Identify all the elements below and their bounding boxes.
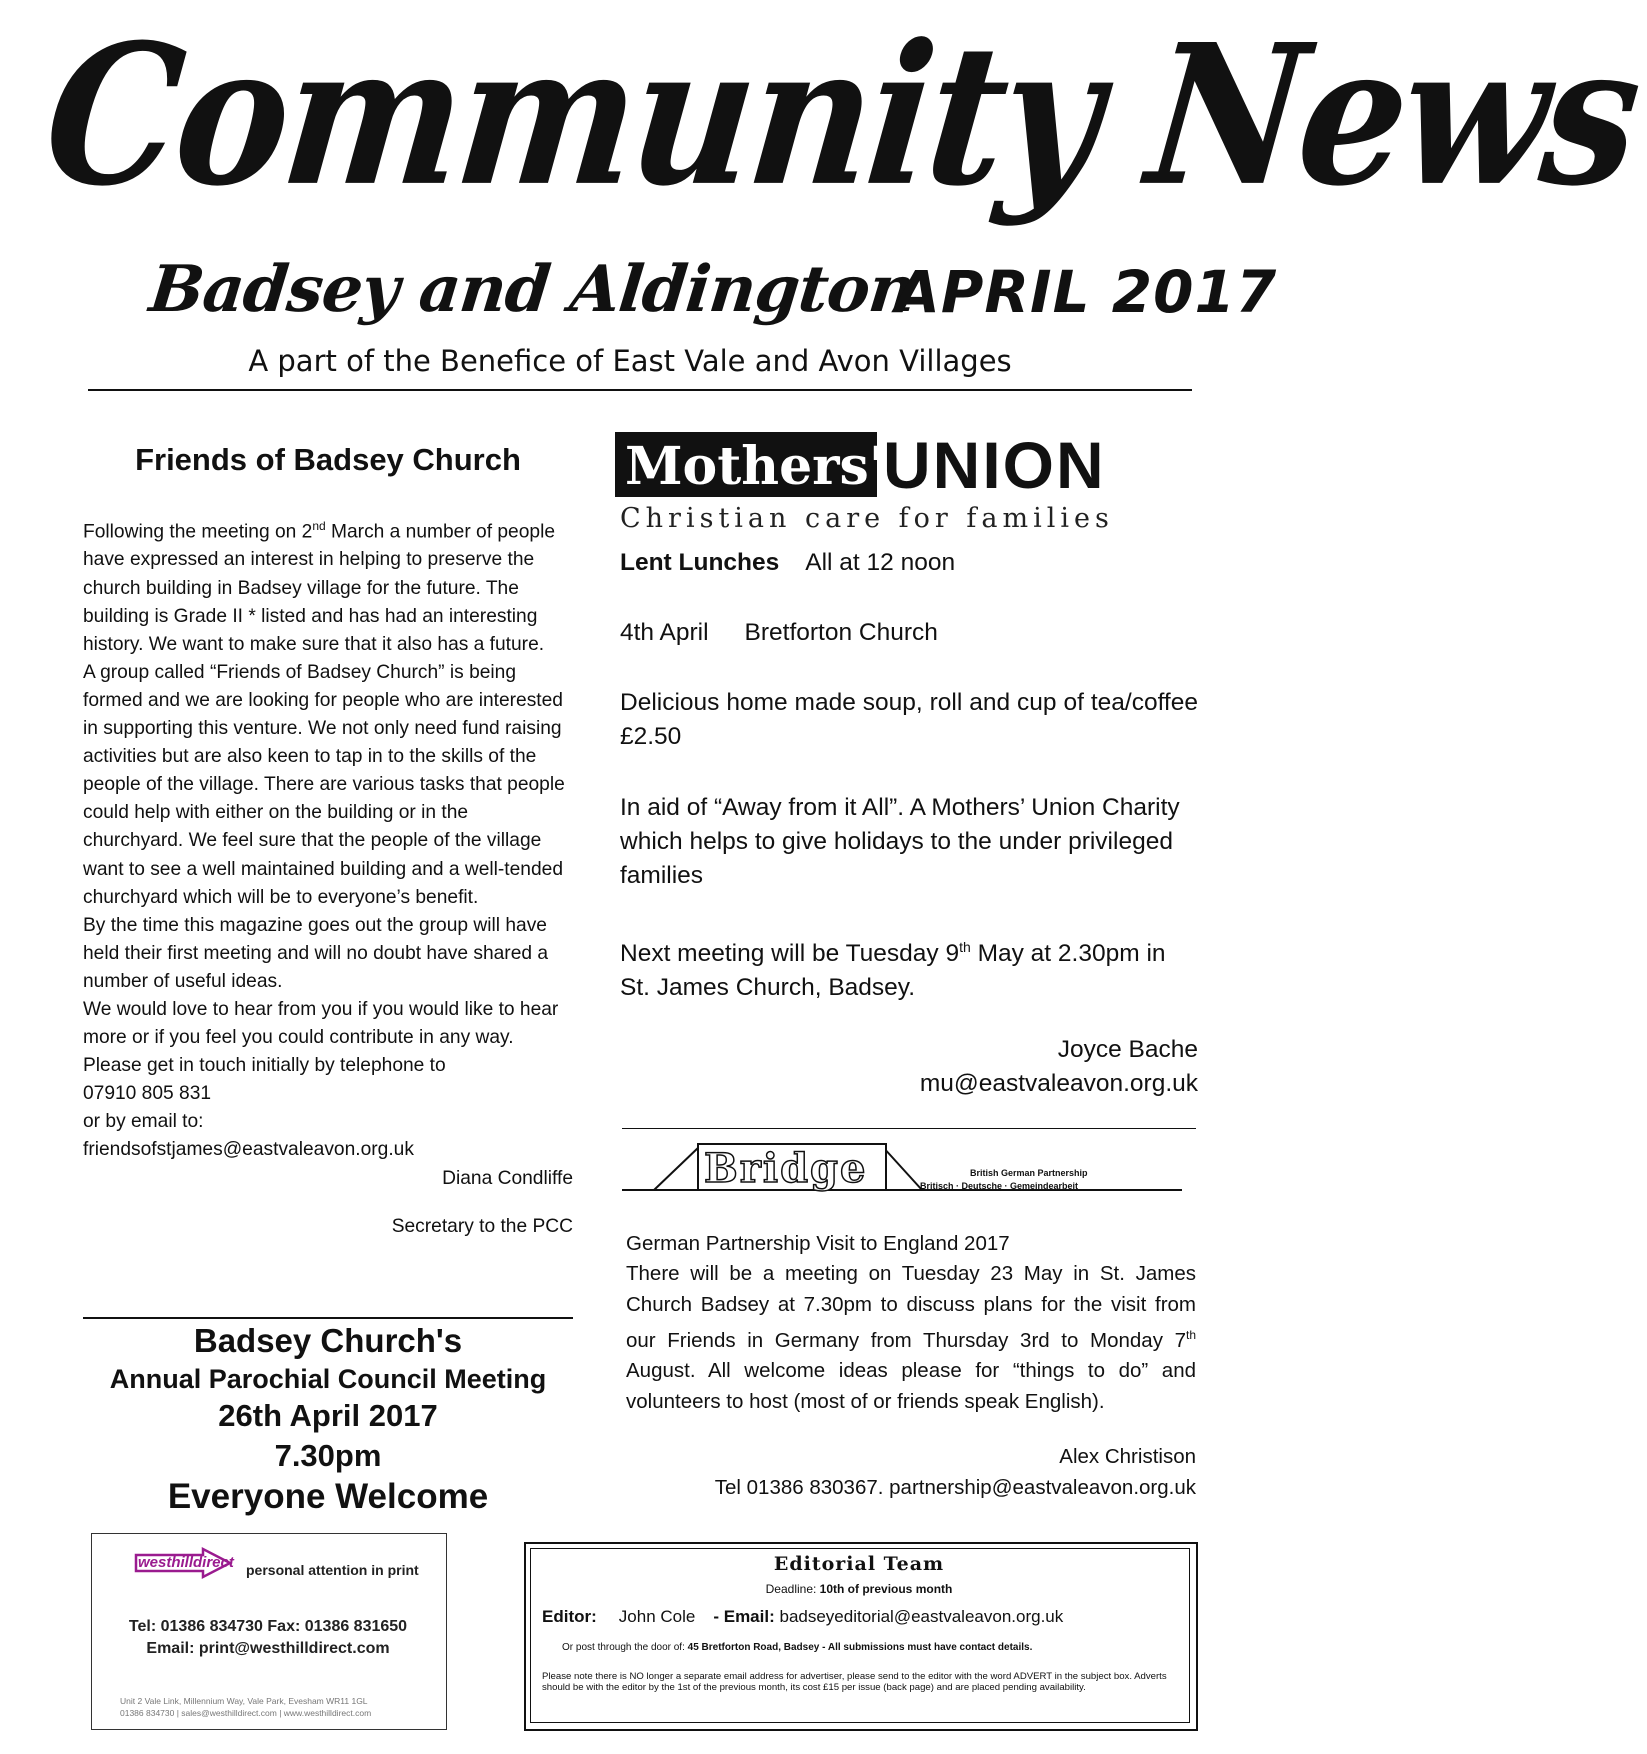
editorial-advert-note: Please note there is NO longer a separate email address for advertiser, please send to the editor with the word ADVERT in the subject box. Adverts should be with the editor by the 1st of the previous month, its cost £15 per issue (back page) and are placed pending availability. <box>542 1671 1167 1693</box>
lunch-date-line <box>620 616 1198 650</box>
apcm-divider <box>83 1317 573 1319</box>
partnership-body-sup: th <box>1185 1328 1196 1342</box>
partnership-heading: German Partnership Visit to England 2017 <box>626 1232 1010 1255</box>
friends-p1-text: Following the meeting on 2 <box>83 521 313 543</box>
mu-contact-name: Joyce Bache <box>1057 1036 1198 1063</box>
masthead-title: Community News <box>35 1 1647 229</box>
westhill-address-line2: 01386 834730 | sales@westhilldirect.com | www.westhilldirect.com <box>120 1708 372 1718</box>
friends-article <box>83 512 573 1241</box>
masthead-tagline: A part of the Benefice of East Vale and Avon Villages <box>248 344 1012 378</box>
bridge-logo <box>622 1130 1190 1202</box>
mu-logo-mothers: Mothers' <box>625 436 885 497</box>
friends-paragraph-2: A group called “Friends of Badsey Church” is being formed and we are looking for people who are interested in supporting this venture. We not only need fund raising activities but are also keen to tap in to the skills of the people of the village. There are various tasks that people could help with either on the building or in the churchyard. We feel sure that the people of the village want to see a well maintained building and a well-tended churchyard which will be to everyone’s benefit. <box>83 661 565 908</box>
apcm-church: Badsey Church's <box>193 1322 463 1359</box>
partnership-body <box>626 1259 1196 1417</box>
editorial-deadline-label: Deadline: <box>765 1582 820 1596</box>
editorial-deadline-value: 10th of previous month <box>819 1582 953 1596</box>
lunch-charity: In aid of “Away from it All”. A Mothers’ Union Charity which helps to give holidays to the under privileged families <box>620 794 1180 889</box>
friends-email-intro: or by email to: <box>83 1111 204 1133</box>
westhill-phone: Tel: 01386 834730 Fax: 01386 831650 <box>128 1618 408 1635</box>
issue-date: APRIL 2017 <box>895 258 1278 326</box>
lent-lunches-label: Lent Lunches <box>620 549 780 576</box>
masthead-subtitle: Badsey and Aldington <box>146 252 919 327</box>
mu-logo-union: UNION <box>883 428 1106 502</box>
editor-email-label: - Email: <box>713 1607 775 1626</box>
westhill-address-line1: Unit 2 Vale Link, Millennium Way, Vale Park, Evesham WR11 1GL <box>120 1696 368 1706</box>
bridge-logo-text: Bridge <box>704 1145 868 1192</box>
mu-next-meeting-text: Next meeting will be Tuesday 9 <box>620 940 960 968</box>
partnership-contact-line[interactable]: Tel 01386 830367. partnership@eastvaleavon.org.uk <box>714 1476 1196 1499</box>
westhill-logo-text: westhilldirect <box>138 1554 234 1571</box>
friends-paragraph-4: We would love to hear from you if you would like to hear more or if you feel you could contribute in any way. Please get in touch initially by telephone to <box>83 998 559 1077</box>
mu-next-meeting <box>620 930 1198 1005</box>
editor-name: John Cole <box>618 1607 696 1626</box>
friends-signature-role: Secretary to the PCC <box>391 1215 573 1237</box>
editorial-editor-line <box>542 1607 1063 1627</box>
westhill-email[interactable]: Email: print@westhilldirect.com <box>146 1640 390 1657</box>
lent-lunches-line <box>620 546 1198 580</box>
westhill-tagline: personal attention in print <box>246 1562 419 1578</box>
lunch-venue: Bretforton Church <box>744 619 938 646</box>
friends-phone: 07910 805 831 <box>83 1083 212 1105</box>
apcm-date: 26th April 2017 <box>218 1398 438 1433</box>
friends-signature-name: Diana Condliffe <box>442 1167 573 1189</box>
bridge-logo-line1: British German Partnership <box>970 1168 1088 1178</box>
partnership-contact-name: Alex Christison <box>1059 1445 1196 1468</box>
apcm-time: 7.30pm <box>274 1438 382 1473</box>
friends-email-link[interactable]: friendsofstjames@eastvaleavon.org.uk <box>83 1139 414 1161</box>
mu-contact-email[interactable]: mu@eastvaleavon.org.uk <box>919 1070 1198 1097</box>
friends-p1-text-cont: March a number of people have expressed an interest in helping to preserve the church building in Badsey village for the future. The building is Grade II * listed and has had an interesting history. We want to make sure that it also has a future. <box>83 521 556 655</box>
editor-email[interactable]: badseyeditorial@eastvaleavon.org.uk <box>779 1607 1064 1626</box>
friends-p1-sup: nd <box>312 519 326 533</box>
westhill-address <box>120 1695 371 1719</box>
bridge-divider <box>622 1128 1196 1129</box>
editorial-deadline <box>524 1582 1194 1596</box>
mu-next-meeting-text-cont: May at 2.30pm in St. James Church, Badsey. <box>620 940 1166 1002</box>
lunch-date: 4th April <box>620 619 709 646</box>
editorial-title: Editorial Team <box>773 1553 945 1575</box>
friends-paragraph-1 <box>83 512 573 659</box>
lent-lunches-time: All at 12 noon <box>805 549 956 576</box>
editorial-post-value: 45 Bretforton Road, Badsey - All submissions must have contact details. <box>687 1642 1033 1653</box>
editorial-post-label: Or post through the door of: <box>562 1642 688 1653</box>
bridge-logo-line2: Britisch · Deutsche · Gemeindearbeit <box>920 1181 1079 1191</box>
masthead-divider <box>88 389 1192 391</box>
friends-title: Friends of Badsey Church <box>135 442 521 477</box>
apcm-welcome: Everyone Welcome <box>167 1477 489 1516</box>
mu-next-meeting-sup: th <box>959 939 971 955</box>
apcm-meeting: Annual Parochial Council Meeting <box>109 1364 547 1394</box>
mothers-union-logo <box>615 428 1175 502</box>
editor-label: Editor: <box>542 1607 597 1626</box>
editorial-post-line <box>562 1642 1032 1653</box>
partnership-body-text: There will be a meeting on Tuesday 23 May in St. James Church Badsey at 7.30pm to discuss plans for the visit from our Friends in Germany from Thursday 3rd to Monday 7 <box>626 1262 1196 1352</box>
partnership-body-text-cont: August. All welcome ideas please for “things to do” and volunteers to host (most of or friends speak English). <box>626 1359 1196 1413</box>
friends-paragraph-3: By the time this magazine goes out the group will have held their first meeting and will no doubt have shared a number of useful ideas. <box>83 914 549 992</box>
lunch-food: Delicious home made soup, roll and cup of tea/coffee £2.50 <box>620 689 1198 750</box>
mothers-union-tagline: Christian care for families <box>620 503 1114 534</box>
